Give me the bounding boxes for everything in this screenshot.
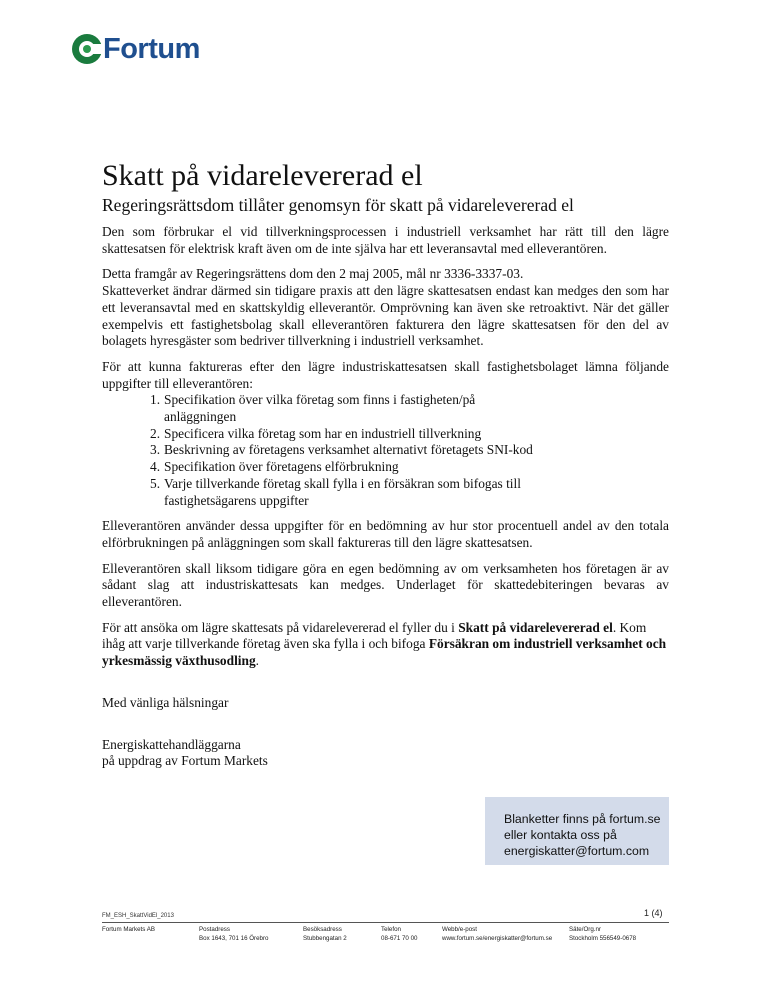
sender-on-behalf: på uppdrag av Fortum Markets <box>102 753 268 769</box>
list-item <box>150 476 669 509</box>
paragraph-supplier: Elleverantören skall liksom tidigare göra en egen bedömning av om verksamheten hos företagen är av sådant slag att industriskattesats kan medges. Underlaget för skattedebiteringen bevaras av elleverantören. <box>102 560 669 610</box>
contact-line-contact: eller kontakta oss på <box>504 828 617 842</box>
closing-signature <box>102 737 669 770</box>
list-item <box>150 426 669 443</box>
paragraph-requirements: För att kunna faktureras efter den lägre industriskattesatsen skall fastighetsbolaget lämna följande uppgifter till elleverantören: <box>102 358 669 391</box>
paragraph-ruling <box>102 266 669 350</box>
document-body <box>102 224 669 770</box>
document-subtitle: Regeringsrättsdom tillåter genomsyn för skatt på vidarelevererad el <box>102 195 574 215</box>
footer-visit <box>303 926 347 943</box>
application-text-c: . <box>255 653 260 669</box>
footer-seat-label: Säte/Org.nr <box>569 926 601 933</box>
footer-phone-value: 08-671 70 00 <box>381 934 418 942</box>
logo-wordmark: Fortum <box>103 32 200 65</box>
document-title: Skatt på vidarelevererad el <box>102 159 423 192</box>
footer-postal-label: Postadress <box>199 926 230 933</box>
footer-web-label: Webb/e-post <box>442 926 477 933</box>
footer-web <box>442 926 552 943</box>
footer-visit-label: Besöksadress <box>303 926 342 933</box>
sender-name: Energiskattehandläggarna <box>102 736 241 752</box>
contact-line-forms: Blanketter finns på fortum.se <box>504 812 661 826</box>
footer-phone-label: Telefon <box>381 926 401 933</box>
list-item <box>150 459 669 476</box>
requirements-list <box>102 392 669 509</box>
list-item-number: 5. <box>150 475 161 491</box>
footer-company-name: Fortum Markets AB <box>102 926 155 933</box>
list-item-text: Varje tillverkande företag skall fylla i en försäkran som bifogas till fastighetsägarens uppgifter <box>164 475 521 508</box>
page-number: 1 (4) <box>644 908 663 918</box>
footer-postal <box>199 926 269 943</box>
paragraph-ruling-rest: Skatteverket ändrar därmed sin tidigare praxis att den lägre skattesatsen endast kan medges den som har ett leveransavtal med en skattskyldig elleverantör. Omprövning kan även ske retroaktivt. När det gäller exempelvis ett fastighetsbolag skall elleverantören fakturera den lägre skattesatsen för den del av bolagets hyresgäster som bedriver tillverkning i industriell verksamhet. <box>102 283 669 349</box>
fortum-logo <box>72 33 200 65</box>
footer-seat <box>569 926 636 943</box>
contact-info-box <box>485 797 669 865</box>
footer-web-value[interactable]: www.fortum.se/energiskatter@fortum.se <box>442 934 553 942</box>
footer-seat-value: Stockholm 556549-0678 <box>569 934 637 942</box>
list-item-text: Specifikation över företagens elförbrukning <box>164 459 399 475</box>
list-item <box>150 442 669 459</box>
footer-postal-value: Box 1643, 701 16 Örebro <box>199 934 269 942</box>
list-item-number: 4. <box>150 459 161 475</box>
closing-greeting: Med vänliga hälsningar <box>102 694 229 710</box>
footer-phone <box>381 926 417 943</box>
contact-email[interactable]: energiskatter@fortum.com <box>504 844 650 858</box>
list-item-number: 2. <box>150 425 161 441</box>
application-text-b: . Kom ihåg att varje tillverkande företag även ska fylla i och bifoga <box>102 619 647 652</box>
footer-visit-value: Stubbengatan 2 <box>303 934 347 942</box>
list-item-number: 1. <box>150 392 161 408</box>
list-item-text: Beskrivning av företagens verksamhet alternativt företagets SNI-kod <box>164 442 533 458</box>
application-text-a: För att ansöka om lägre skattesats på vidarelevererad el fyller du i <box>102 619 459 635</box>
list-item-number: 3. <box>150 442 161 458</box>
paragraph-ruling-line1: Detta framgår av Regeringsrättens dom den 2 maj 2005, mål nr 3336-3337-03. <box>102 266 524 282</box>
paragraph-application <box>102 620 669 670</box>
paragraph-intro: Den som förbrukar el vid tillverkningsprocessen i industriell verksamhet har rätt till den lägre skattesatsen för elektrisk kraft även om de inte själva har ett leveransavtal med elleverantören. <box>102 224 669 256</box>
document-code: FM_ESH_SkattVidEl_2013 <box>102 913 174 919</box>
form-name-vidarelevererad: Skatt på vidarelevererad el <box>458 619 613 635</box>
paragraph-assessment: Elleverantören använder dessa uppgifter för en bedömning av hur stor procentuell andel av den totala elförbrukningen på anläggningen som skall faktureras till den lägre skattesatsen. <box>102 518 669 550</box>
list-item-text: Specifikation över vilka företag som finns i fastigheten/på anläggningen <box>164 392 476 425</box>
footer-company <box>102 926 155 935</box>
form-name-forsakran: Försäkran om industriell verksamhet och yrkesmässig växthusodling <box>102 636 667 669</box>
footer-divider <box>102 922 669 923</box>
list-item-text: Specificera vilka företag som har en industriell tillverkning <box>164 425 482 441</box>
list-item <box>150 392 669 425</box>
fortum-logo-icon <box>72 34 102 64</box>
